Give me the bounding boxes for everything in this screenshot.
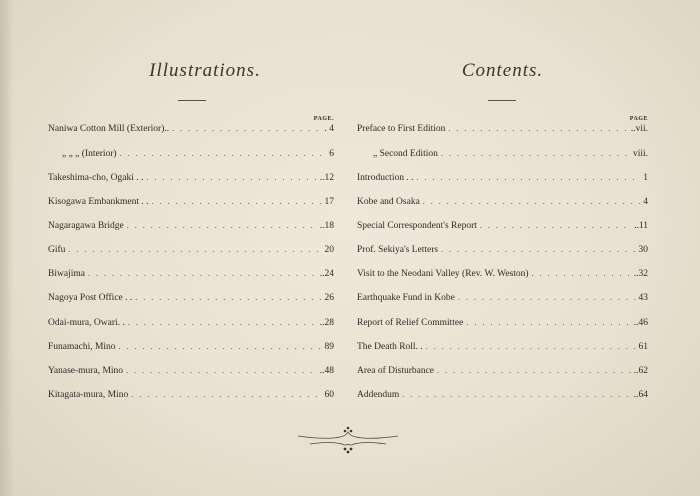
illustration-row xyxy=(48,245,334,259)
contents-title: Prof. Sekiya's Letters xyxy=(357,245,439,255)
dot-leader xyxy=(152,197,323,206)
dot-leader xyxy=(480,221,632,230)
illustration-row xyxy=(48,318,334,332)
contents-page: 61 xyxy=(638,342,648,352)
dot-leader xyxy=(416,173,641,182)
dot-leader xyxy=(88,269,318,278)
illustrations-page-label: PAGE. xyxy=(313,116,334,122)
ornament-icon xyxy=(296,424,400,458)
contents-row xyxy=(357,245,648,259)
contents-title: Report of Relief Committee xyxy=(357,318,464,328)
dot-leader xyxy=(402,390,632,399)
illustration-page: 60 xyxy=(324,390,334,400)
illustration-page: ..12 xyxy=(319,173,334,183)
dot-leader xyxy=(135,293,322,302)
illustration-page: . 4 xyxy=(324,124,334,134)
contents-row xyxy=(357,366,648,380)
contents-title: Visit to the Neodani Valley (Rev. W. Weston) xyxy=(357,269,529,279)
contents-row xyxy=(357,318,648,332)
illustration-row xyxy=(48,173,334,187)
dot-leader xyxy=(466,318,631,327)
page-spine-shadow xyxy=(0,0,14,496)
contents-row xyxy=(357,390,648,404)
illustration-row xyxy=(48,390,334,404)
illustrations-heading-rule xyxy=(178,100,206,101)
illustration-title: Odai-mura, Owari. . xyxy=(48,318,125,328)
dot-leader xyxy=(448,124,628,133)
contents-page: ..64 xyxy=(633,390,648,400)
illustration-row xyxy=(48,269,334,283)
illustration-title: Kisogawa Embankment . . xyxy=(48,197,149,207)
illustration-page: 6 xyxy=(329,149,334,159)
dot-leader xyxy=(426,342,637,351)
contents-page: ..62 xyxy=(633,366,648,376)
contents-row xyxy=(357,124,648,138)
contents-page-label: PAGE xyxy=(629,116,648,122)
dot-leader xyxy=(441,245,636,254)
illustration-title: Funamachi, Mino xyxy=(48,342,116,352)
contents-row xyxy=(357,342,648,356)
illustration-page: 17 xyxy=(324,197,334,207)
dot-leader xyxy=(437,366,632,375)
illustration-row xyxy=(48,293,334,307)
contents-page: ..32 xyxy=(633,269,648,279)
dot-leader xyxy=(127,221,318,230)
contents-heading: Contents. xyxy=(461,60,544,81)
dot-leader xyxy=(532,269,632,278)
contents-row xyxy=(357,293,648,307)
dot-leader xyxy=(128,318,318,327)
dot-leader xyxy=(172,124,322,133)
dot-leader xyxy=(441,149,631,158)
illustration-page: 20 xyxy=(324,245,334,255)
illustration-row xyxy=(48,197,334,211)
illustration-page: 89 xyxy=(324,342,334,352)
dot-leader xyxy=(458,293,637,302)
illustration-page: ..28 xyxy=(319,318,334,328)
illustration-title: Nagoya Post Office . . xyxy=(48,293,133,303)
contents-page: ..46 xyxy=(633,318,648,328)
contents-row xyxy=(357,173,648,187)
illustration-row xyxy=(48,124,334,138)
contents-title: Area of Disturbance xyxy=(357,366,435,376)
illustration-row xyxy=(48,366,334,380)
dot-leader xyxy=(131,390,322,399)
contents-title: „ Second Edition xyxy=(373,149,438,159)
contents-page: 30 xyxy=(638,245,648,255)
contents-page: ..11 xyxy=(634,221,648,231)
dot-leader xyxy=(119,342,323,351)
dot-leader xyxy=(146,173,317,182)
contents-title: Introduction . . xyxy=(357,173,414,183)
illustration-page: ..18 xyxy=(319,221,334,231)
contents-title: Earthquake Fund in Kobe xyxy=(357,293,455,303)
contents-row xyxy=(357,149,648,163)
illustration-page: ..48 xyxy=(319,366,334,376)
contents-title: Kobe and Osaka xyxy=(357,197,420,207)
dot-leader xyxy=(126,366,318,375)
contents-row xyxy=(357,269,648,283)
illustrations-heading: Illustrations. xyxy=(149,60,261,81)
contents-row xyxy=(357,197,648,211)
illustration-title: Gifu xyxy=(48,245,66,255)
dot-leader xyxy=(120,149,328,158)
dot-leader xyxy=(423,197,641,206)
contents-page: 4 xyxy=(643,197,648,207)
contents-page: ..vii. xyxy=(630,124,648,134)
illustration-title: „ „ „ (Interior) xyxy=(62,149,117,159)
illustration-row xyxy=(48,221,334,235)
illustration-title: Naniwa Cotton Mill (Exterior).. xyxy=(48,124,170,134)
illustration-title: Biwajima xyxy=(48,269,85,279)
contents-title: Special Correspondent's Report xyxy=(357,221,477,231)
illustration-title: Kitagata-mura, Mino xyxy=(48,390,129,400)
illustration-title: Nagaragawa Bridge xyxy=(48,221,124,231)
contents-title: Addendum xyxy=(357,390,400,400)
contents-page: 43 xyxy=(638,293,648,303)
illustration-row xyxy=(48,342,334,356)
illustration-page: ..24 xyxy=(319,269,334,279)
contents-heading-rule xyxy=(488,100,516,101)
contents-page: 1 xyxy=(643,173,648,183)
contents-page: viii. xyxy=(632,149,648,159)
illustration-title: Takeshima-cho, Ogaki . . xyxy=(48,173,144,183)
dot-leader xyxy=(68,245,322,254)
contents-title: Preface to First Edition xyxy=(357,124,446,134)
illustration-page: 26 xyxy=(324,293,334,303)
contents-title: The Death Roll. . xyxy=(357,342,423,352)
illustration-row xyxy=(48,149,334,163)
contents-row xyxy=(357,221,648,235)
illustration-title: Yanase-mura, Mino xyxy=(48,366,124,376)
